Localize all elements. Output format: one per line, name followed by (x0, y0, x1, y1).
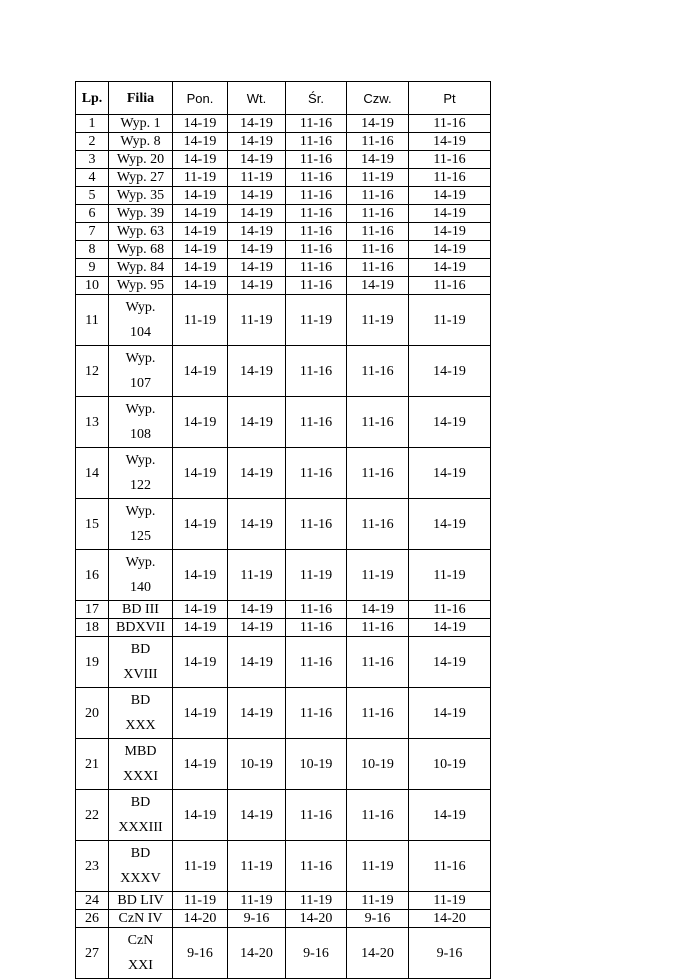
filia-label-part: BD LIV (117, 893, 164, 908)
cell-lp: 10 (76, 277, 109, 295)
cell-lp: 19 (76, 637, 109, 688)
cell-hours-pon: 14-19 (173, 448, 228, 499)
cell-hours-czw: 14-19 (347, 277, 409, 295)
table-row (76, 133, 491, 151)
table-body (76, 115, 491, 979)
cell-hours-pon: 9-16 (173, 928, 228, 979)
cell-hours-czw: 11-16 (347, 637, 409, 688)
filia-label-part: XXXIII (118, 820, 163, 835)
cell-hours-pt: 11-16 (409, 151, 491, 169)
cell-hours-pt: 11-19 (409, 892, 491, 910)
filia-label-part: MBD (124, 744, 157, 759)
cell-hours-pt: 14-19 (409, 223, 491, 241)
filia-label-part: CzN IV (118, 911, 163, 926)
cell-hours-czw: 11-16 (347, 241, 409, 259)
cell-hours-pt: 14-19 (409, 619, 491, 637)
cell-hours-sr: 11-16 (286, 151, 347, 169)
table-row (76, 892, 491, 910)
filia-label-part: Wyp. 68 (116, 242, 165, 257)
cell-hours-pt: 14-19 (409, 241, 491, 259)
cell-filia (109, 790, 173, 841)
table-row (76, 550, 491, 601)
cell-hours-sr: 11-16 (286, 223, 347, 241)
cell-hours-pt: 11-19 (409, 550, 491, 601)
cell-hours-sr: 11-16 (286, 688, 347, 739)
cell-filia (109, 151, 173, 169)
filia-label-part: BD (130, 642, 151, 657)
cell-lp: 22 (76, 790, 109, 841)
cell-hours-pon: 14-19 (173, 601, 228, 619)
cell-hours-czw: 14-20 (347, 928, 409, 979)
cell-hours-pt: 10-19 (409, 739, 491, 790)
cell-hours-pt: 14-19 (409, 397, 491, 448)
table-row (76, 499, 491, 550)
filia-label-part: BD (130, 795, 151, 810)
cell-filia (109, 259, 173, 277)
filia-label-part: XXX (125, 718, 156, 733)
cell-hours-pon: 14-19 (173, 259, 228, 277)
table-row (76, 910, 491, 928)
cell-hours-sr: 14-20 (286, 910, 347, 928)
cell-hours-sr: 11-16 (286, 346, 347, 397)
cell-hours-pon: 14-19 (173, 550, 228, 601)
filia-label-part: Wyp. (125, 351, 156, 366)
cell-lp: 18 (76, 619, 109, 637)
header-pon: Pon. (173, 82, 228, 115)
cell-lp: 8 (76, 241, 109, 259)
cell-hours-wt: 14-20 (228, 928, 286, 979)
cell-lp: 23 (76, 841, 109, 892)
filia-label-part: 104 (130, 325, 151, 340)
cell-hours-pon: 14-19 (173, 637, 228, 688)
cell-lp: 3 (76, 151, 109, 169)
cell-hours-wt: 14-19 (228, 259, 286, 277)
cell-hours-pon: 14-19 (173, 739, 228, 790)
cell-hours-pon: 14-19 (173, 277, 228, 295)
cell-lp: 24 (76, 892, 109, 910)
cell-hours-sr: 11-16 (286, 187, 347, 205)
cell-hours-wt: 14-19 (228, 619, 286, 637)
cell-hours-sr: 11-16 (286, 133, 347, 151)
cell-hours-sr: 11-19 (286, 295, 347, 346)
cell-hours-czw: 11-19 (347, 169, 409, 187)
cell-hours-pon: 11-19 (173, 169, 228, 187)
filia-label-part: 125 (130, 529, 151, 544)
cell-hours-pt: 14-19 (409, 499, 491, 550)
cell-hours-wt: 14-19 (228, 601, 286, 619)
cell-hours-wt: 14-19 (228, 688, 286, 739)
cell-hours-pon: 14-19 (173, 619, 228, 637)
cell-lp: 27 (76, 928, 109, 979)
cell-hours-sr: 11-16 (286, 397, 347, 448)
cell-hours-wt: 14-19 (228, 205, 286, 223)
cell-hours-pt: 11-16 (409, 841, 491, 892)
cell-hours-wt: 14-19 (228, 133, 286, 151)
cell-hours-pt: 11-19 (409, 295, 491, 346)
cell-hours-czw: 11-16 (347, 223, 409, 241)
cell-hours-pon: 14-19 (173, 241, 228, 259)
table-row (76, 790, 491, 841)
cell-hours-pt: 14-19 (409, 790, 491, 841)
cell-hours-wt: 11-19 (228, 295, 286, 346)
cell-hours-czw: 11-19 (347, 550, 409, 601)
cell-filia (109, 277, 173, 295)
cell-lp: 2 (76, 133, 109, 151)
filia-label-part: Wyp. 35 (116, 188, 165, 203)
cell-hours-pon: 11-19 (173, 841, 228, 892)
filia-label-part: Wyp. (125, 300, 156, 315)
cell-hours-pon: 11-19 (173, 892, 228, 910)
cell-hours-czw: 14-19 (347, 601, 409, 619)
header-filia: Filia (109, 82, 173, 115)
header-sr: Śr. (286, 82, 347, 115)
filia-label-part: 122 (130, 478, 151, 493)
cell-hours-czw: 11-16 (347, 187, 409, 205)
cell-filia (109, 739, 173, 790)
cell-hours-czw: 11-16 (347, 499, 409, 550)
filia-label-part: Wyp. 20 (116, 152, 165, 167)
table-row (76, 259, 491, 277)
cell-hours-pon: 11-19 (173, 295, 228, 346)
cell-filia (109, 115, 173, 133)
cell-hours-wt: 9-16 (228, 910, 286, 928)
table-row (76, 346, 491, 397)
cell-lp: 20 (76, 688, 109, 739)
table-row (76, 223, 491, 241)
cell-lp: 26 (76, 910, 109, 928)
cell-hours-pon: 14-19 (173, 346, 228, 397)
cell-hours-pon: 14-19 (173, 151, 228, 169)
filia-label-part: 108 (130, 427, 151, 442)
cell-hours-pt: 11-16 (409, 277, 491, 295)
cell-hours-pt: 9-16 (409, 928, 491, 979)
table-row (76, 277, 491, 295)
cell-filia (109, 205, 173, 223)
cell-filia (109, 346, 173, 397)
filia-label-part: Wyp. 63 (116, 224, 165, 239)
table-row (76, 151, 491, 169)
cell-filia (109, 910, 173, 928)
filia-label-part: Wyp. 8 (120, 134, 161, 149)
cell-hours-pt: 11-16 (409, 601, 491, 619)
cell-hours-wt: 10-19 (228, 739, 286, 790)
cell-hours-czw: 11-16 (347, 346, 409, 397)
filia-label-part: Wyp. (125, 504, 156, 519)
cell-filia (109, 688, 173, 739)
cell-hours-wt: 14-19 (228, 346, 286, 397)
table-row (76, 448, 491, 499)
cell-hours-wt: 14-19 (228, 223, 286, 241)
table-row (76, 688, 491, 739)
cell-hours-czw: 11-19 (347, 841, 409, 892)
cell-filia (109, 295, 173, 346)
cell-hours-pt: 14-19 (409, 187, 491, 205)
cell-lp: 12 (76, 346, 109, 397)
header-pt: Pt (409, 82, 491, 115)
cell-hours-sr: 11-16 (286, 841, 347, 892)
cell-hours-pon: 14-19 (173, 790, 228, 841)
filia-label-part: XXXV (120, 871, 161, 886)
cell-hours-wt: 14-19 (228, 277, 286, 295)
table-row (76, 241, 491, 259)
cell-hours-czw: 11-16 (347, 448, 409, 499)
cell-hours-pt: 14-19 (409, 259, 491, 277)
table-row (76, 295, 491, 346)
cell-filia (109, 223, 173, 241)
cell-hours-czw: 11-19 (347, 892, 409, 910)
cell-lp: 4 (76, 169, 109, 187)
table-row (76, 637, 491, 688)
filia-label-part: Wyp. 84 (116, 260, 165, 275)
filia-label-part: Wyp. (125, 453, 156, 468)
table-row (76, 205, 491, 223)
filia-label-part: Wyp. 27 (116, 170, 165, 185)
cell-lp: 1 (76, 115, 109, 133)
cell-hours-pt: 14-20 (409, 910, 491, 928)
cell-hours-pon: 14-19 (173, 397, 228, 448)
cell-hours-czw: 11-16 (347, 133, 409, 151)
cell-filia (109, 499, 173, 550)
cell-lp: 6 (76, 205, 109, 223)
cell-hours-czw: 9-16 (347, 910, 409, 928)
cell-filia (109, 550, 173, 601)
filia-label-part: XXI (128, 958, 153, 973)
cell-hours-sr: 11-16 (286, 259, 347, 277)
header-row (76, 82, 491, 115)
cell-hours-pon: 14-19 (173, 688, 228, 739)
cell-hours-pt: 14-19 (409, 688, 491, 739)
cell-hours-pt: 14-19 (409, 637, 491, 688)
filia-label-part: BD (130, 693, 151, 708)
cell-hours-sr: 11-16 (286, 619, 347, 637)
cell-lp: 21 (76, 739, 109, 790)
cell-hours-wt: 14-19 (228, 241, 286, 259)
cell-lp: 17 (76, 601, 109, 619)
filia-label-part: BD (130, 846, 151, 861)
filia-label-part: CzN (127, 933, 154, 948)
cell-lp: 7 (76, 223, 109, 241)
cell-lp: 15 (76, 499, 109, 550)
cell-hours-sr: 11-16 (286, 448, 347, 499)
table-row (76, 115, 491, 133)
cell-hours-czw: 11-16 (347, 397, 409, 448)
cell-lp: 11 (76, 295, 109, 346)
cell-filia (109, 448, 173, 499)
cell-hours-czw: 11-16 (347, 790, 409, 841)
filia-label-part: BDXVII (116, 620, 165, 635)
cell-filia (109, 397, 173, 448)
cell-hours-pt: 11-16 (409, 169, 491, 187)
filia-label-part: Wyp. (125, 402, 156, 417)
cell-hours-pon: 14-19 (173, 115, 228, 133)
filia-label-part: 140 (130, 580, 151, 595)
cell-hours-wt: 14-19 (228, 499, 286, 550)
table-row (76, 619, 491, 637)
cell-hours-pon: 14-19 (173, 187, 228, 205)
table-row (76, 928, 491, 979)
cell-hours-pon: 14-19 (173, 499, 228, 550)
cell-hours-wt: 11-19 (228, 169, 286, 187)
cell-hours-pon: 14-19 (173, 205, 228, 223)
cell-hours-pon: 14-19 (173, 223, 228, 241)
cell-filia (109, 637, 173, 688)
cell-hours-wt: 14-19 (228, 187, 286, 205)
cell-hours-sr: 11-16 (286, 499, 347, 550)
cell-hours-wt: 11-19 (228, 892, 286, 910)
filia-label-part: Wyp. 95 (116, 278, 165, 293)
cell-filia (109, 841, 173, 892)
cell-filia (109, 892, 173, 910)
filia-label-part: Wyp. 1 (120, 116, 161, 131)
cell-filia (109, 169, 173, 187)
cell-hours-pon: 14-20 (173, 910, 228, 928)
cell-hours-sr: 11-16 (286, 169, 347, 187)
cell-hours-sr: 11-16 (286, 241, 347, 259)
cell-hours-czw: 11-16 (347, 259, 409, 277)
cell-hours-wt: 14-19 (228, 448, 286, 499)
cell-filia (109, 241, 173, 259)
cell-filia (109, 133, 173, 151)
filia-label-part: Wyp. (125, 555, 156, 570)
header-czw: Czw. (347, 82, 409, 115)
table-row (76, 397, 491, 448)
cell-hours-sr: 11-16 (286, 601, 347, 619)
filia-label-part: Wyp. 39 (116, 206, 165, 221)
cell-hours-wt: 14-19 (228, 151, 286, 169)
cell-hours-pt: 14-19 (409, 205, 491, 223)
cell-hours-sr: 11-16 (286, 790, 347, 841)
cell-hours-czw: 11-16 (347, 619, 409, 637)
cell-hours-pon: 14-19 (173, 133, 228, 151)
cell-hours-pt: 14-19 (409, 346, 491, 397)
filia-label-part: XXXI (123, 769, 158, 784)
filia-label-part: 107 (130, 376, 151, 391)
cell-filia (109, 601, 173, 619)
cell-hours-czw: 14-19 (347, 151, 409, 169)
cell-filia (109, 187, 173, 205)
cell-hours-wt: 14-19 (228, 790, 286, 841)
cell-hours-wt: 11-19 (228, 841, 286, 892)
filia-label-part: BD III (122, 602, 159, 617)
cell-hours-sr: 10-19 (286, 739, 347, 790)
header-wt: Wt. (228, 82, 286, 115)
cell-lp: 16 (76, 550, 109, 601)
cell-filia (109, 619, 173, 637)
header-lp: Lp. (76, 82, 109, 115)
cell-hours-pt: 14-19 (409, 448, 491, 499)
cell-hours-wt: 14-19 (228, 115, 286, 133)
cell-lp: 5 (76, 187, 109, 205)
cell-hours-wt: 14-19 (228, 397, 286, 448)
cell-hours-sr: 11-19 (286, 892, 347, 910)
cell-hours-sr: 11-16 (286, 637, 347, 688)
table-row (76, 187, 491, 205)
cell-hours-sr: 11-16 (286, 115, 347, 133)
cell-hours-wt: 11-19 (228, 550, 286, 601)
filia-label-part: XVIII (123, 667, 158, 682)
cell-hours-czw: 14-19 (347, 115, 409, 133)
cell-filia (109, 928, 173, 979)
cell-lp: 9 (76, 259, 109, 277)
table-row (76, 169, 491, 187)
table-row (76, 841, 491, 892)
cell-hours-wt: 14-19 (228, 637, 286, 688)
cell-hours-sr: 11-16 (286, 277, 347, 295)
cell-hours-czw: 11-19 (347, 295, 409, 346)
cell-hours-czw: 10-19 (347, 739, 409, 790)
cell-hours-pt: 14-19 (409, 133, 491, 151)
cell-hours-sr: 11-16 (286, 205, 347, 223)
cell-hours-sr: 11-19 (286, 550, 347, 601)
cell-hours-czw: 11-16 (347, 205, 409, 223)
cell-hours-czw: 11-16 (347, 688, 409, 739)
cell-hours-sr: 9-16 (286, 928, 347, 979)
cell-lp: 14 (76, 448, 109, 499)
table-row (76, 739, 491, 790)
cell-hours-pt: 11-16 (409, 115, 491, 133)
cell-lp: 13 (76, 397, 109, 448)
table-row (76, 601, 491, 619)
schedule-table (75, 81, 491, 979)
